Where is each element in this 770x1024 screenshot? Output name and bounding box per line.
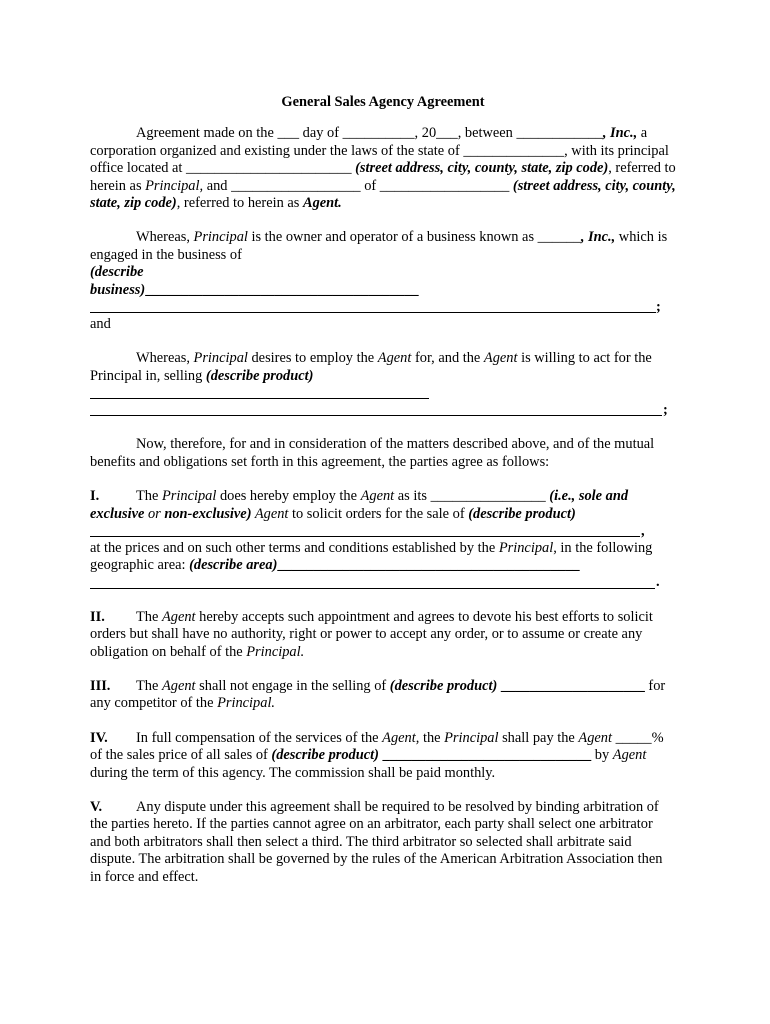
section-2-principal: Principal. xyxy=(246,643,305,660)
section-1-number: I. xyxy=(90,488,100,505)
section-1-or: or xyxy=(144,505,165,522)
whereas-1-paragraph xyxy=(90,229,676,264)
intro-inc: , Inc., xyxy=(602,125,638,142)
section-1-describe: (describe product) xyxy=(468,505,576,522)
whereas-1-text-2: is the owner and operator of a business known as ______ xyxy=(247,229,581,246)
intro-principal: Principal, xyxy=(145,177,204,194)
section-3-blank: ____________________ xyxy=(497,677,645,694)
section-1-agent: Agent xyxy=(360,488,395,505)
section-4-agent: Agent, xyxy=(382,729,420,746)
section-3-paragraph xyxy=(90,678,676,713)
whereas-2-rule-1 xyxy=(90,385,676,402)
whereas-2-text-2: desires to employ the xyxy=(247,350,378,367)
intro-text-5: , referred to herein as xyxy=(176,195,303,212)
intro-agent: Agent. xyxy=(302,195,342,212)
whereas-2-semicolon: ; xyxy=(663,401,668,418)
section-1-ie: (i.e., sole and exclusive xyxy=(90,488,629,522)
section-1-text-5: at the prices and on such other terms and conditions established by the xyxy=(90,539,499,556)
section-4-text-6: during the term of this agency. The commission shall be paid monthly. xyxy=(90,764,496,781)
section-1-nonexclusive: non-exclusive) xyxy=(164,505,252,522)
section-1-principal: Principal xyxy=(161,488,217,505)
section-4-agent-3: Agent xyxy=(612,747,647,764)
section-4-text-2: the xyxy=(419,729,445,746)
section-2-paragraph xyxy=(90,609,676,661)
section-3-text-2: shall not engage in the selling of xyxy=(195,677,390,694)
whereas-2-agent: Agent xyxy=(377,350,412,367)
section-1-text-3: as its ________________ xyxy=(394,488,550,505)
agent-address-hint: (street address, city, county, state, zip code) xyxy=(90,177,676,212)
section-4-number: IV. xyxy=(90,729,108,746)
section-5-number: V. xyxy=(90,798,103,815)
section-1-paragraph xyxy=(90,488,676,523)
whereas-2-rule-2 xyxy=(90,402,676,419)
agreement-body xyxy=(90,94,676,886)
whereas-2-agent-2: Agent xyxy=(483,350,518,367)
section-4-text: In full compensation of the services of the xyxy=(136,729,383,746)
whereas-1-blank: ______________________________________ xyxy=(145,281,419,298)
section-4-text-3: shall pay the xyxy=(498,729,579,746)
intro-text-2: a corporation organized and existing under the laws of the state of ______________, with its principal office located at _______________________ xyxy=(90,125,669,177)
section-1-text-2: does hereby employ the xyxy=(216,488,361,505)
whereas-2-text-4: is willing to act for the Principal in, selling xyxy=(90,350,652,384)
now-therefore-paragraph: Now, therefore, for and in consideration of the matters described above, and of the mutual benefits and obligations set forth in this agreement, the parties agree as follows: xyxy=(90,436,655,470)
section-4-principal: Principal xyxy=(444,729,499,746)
whereas-1-describe-line xyxy=(90,264,419,299)
whereas-1-principal: Principal xyxy=(193,229,248,246)
intro-text-4: and __________________ of __________________ xyxy=(203,177,513,194)
section-4-paragraph xyxy=(90,730,676,782)
whereas-2-text: Whereas, xyxy=(136,350,194,367)
section-2-text: The xyxy=(136,608,162,625)
section-1-text-4: to solicit orders for the sale of xyxy=(288,505,469,522)
section-5-paragraph xyxy=(90,799,676,886)
whereas-1-text-3: which is engaged in the business of xyxy=(90,229,668,263)
whereas-2-text-3: for, and the xyxy=(411,350,484,367)
section-1-rule-1 xyxy=(90,523,676,540)
whereas-2-describe: (describe product) xyxy=(205,367,314,384)
whereas-2-paragraph xyxy=(90,350,676,385)
section-3-principal: Principal. xyxy=(217,695,276,712)
section-4-blank: _____________________________ xyxy=(378,747,592,764)
intro-text-3: , referred to herein as xyxy=(90,160,676,194)
section-4-text-5: by xyxy=(591,747,613,764)
section-4-text-4: _____% of the sales price of all sales of xyxy=(90,729,664,764)
whereas-1-inc: , Inc., xyxy=(580,229,616,246)
whereas-1-describe: (describe business) xyxy=(90,264,146,298)
section-1-principal-2: Principal xyxy=(498,539,554,556)
whereas-1-rule xyxy=(90,299,676,316)
section-1-comma: , xyxy=(641,522,645,539)
whereas-1-semicolon: ; xyxy=(656,298,661,315)
intro-paragraph xyxy=(90,125,676,212)
section-5-text: Any dispute under this agreement shall be required to be resolved by binding arbitration of the parties hereto. If the parties cannot agree on an arbitrator, each party shall select one arbitrator and both arbitrators shall then select a third. The third arbitrator so selected shall arbitrate said dispute. The arbitration shall be governed by the rules of the American Arbitration Association then in force and effect. xyxy=(90,798,663,885)
section-2-number: II. xyxy=(90,608,105,625)
section-3-describe: (describe product) xyxy=(389,677,498,694)
principal-address-hint: (street address, city, county, state, zip code) xyxy=(355,160,609,177)
whereas-1-text: Whereas, xyxy=(136,229,194,246)
section-1-agent-2: Agent xyxy=(251,505,289,522)
section-1-text-6: , in the following geographic area: xyxy=(90,539,653,574)
section-1-area-blank: __________________________________________ xyxy=(277,557,580,574)
section-3-agent: Agent xyxy=(161,677,196,694)
whereas-2-principal: Principal xyxy=(193,350,248,367)
section-3-text: The xyxy=(136,677,162,694)
intro-text: Agreement made on the ___ day of __________, 20___, between ____________ xyxy=(136,125,603,142)
section-3-number: III. xyxy=(90,677,111,694)
section-1-text: The xyxy=(136,488,162,505)
section-2-text-2: hereby accepts such appointment and agrees to devote his best efforts to solicit orders but shall have no authority, right or power to accept any order, or to assume or create any obligation on behalf of the xyxy=(90,608,653,660)
page-title: General Sales Agency Agreement xyxy=(281,94,485,110)
section-1-describe-area: (describe area) xyxy=(189,557,278,574)
whereas-1-and: and xyxy=(90,316,111,333)
section-2-agent: Agent xyxy=(161,608,196,625)
section-4-agent-2: Agent xyxy=(578,729,612,746)
section-1-period: . xyxy=(656,574,660,591)
section-4-describe: (describe product) xyxy=(271,747,379,764)
section-3-text-3: for any competitor of the xyxy=(90,677,666,712)
section-1-continued xyxy=(90,540,676,575)
section-1-rule-2 xyxy=(90,575,676,592)
